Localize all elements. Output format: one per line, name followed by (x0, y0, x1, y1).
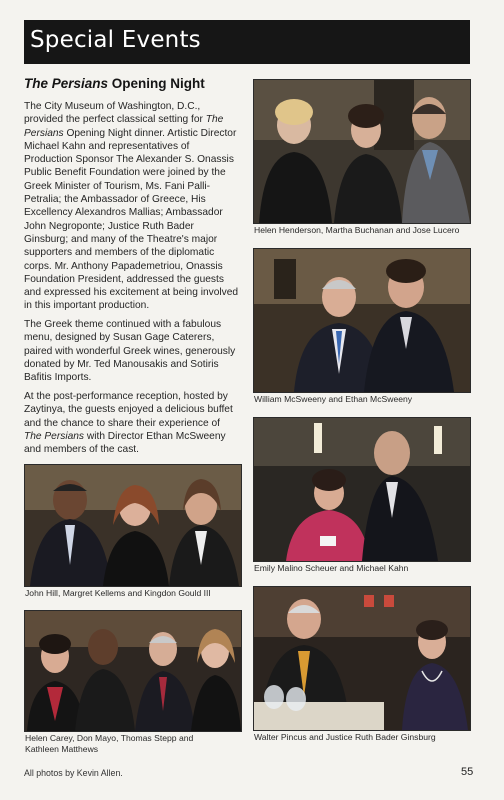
play-title-italic: The Persians (24, 430, 85, 442)
event-photo-4 (24, 464, 242, 587)
article-paragraph-3 (24, 390, 240, 456)
section-banner (24, 20, 470, 64)
event-photo-1 (253, 79, 471, 224)
play-title-italic: The Persians (24, 114, 224, 139)
article-heading (24, 76, 244, 91)
photo-5-caption: Helen Carey, Don Mayo, Thomas Stepp and Kathleen Matthews (25, 733, 194, 754)
paragraph-text: At the post-performance reception, hosted by Zaytinya, the guests enjoyed a delicious buffet and the chance to share their experience of (24, 391, 233, 429)
photo-1-caption: Helen Henderson, Martha Buchanan and Jose Lucero (254, 225, 460, 235)
photo-4-caption: John Hill, Margret Kellems and Kingdon Gould III (25, 588, 211, 598)
paragraph-text: with Director Ethan McSweeny and members of the cast. (24, 430, 226, 456)
article-heading-italic: The Persians (24, 76, 109, 91)
event-photo-5 (24, 610, 242, 732)
photo-credit: All photos by Kevin Allen. (24, 768, 123, 778)
paragraph-text: The City Museum of Washington, D.C., provided the perfect classical setting for (24, 101, 206, 126)
article-paragraph-2 (24, 318, 240, 384)
section-title: Special Events (30, 27, 201, 53)
event-photo-3 (253, 417, 471, 562)
paragraph-text: Opening Night dinner. Artistic Director Michael Kahn and representatives of Production Sponsor The Alexander S. Onassis Public Benefit Foundation were joined by the Greek Minister of Tourism, Ms. Fani Palli-Petralia; the Ambassador of Greece, His Excellency Alexandros Mallias; Ambassador John Negroponte; Justice Ruth Bader Ginsburg; and many of the Theatre's major supporters and members of the diplomatic corps. Mr. Anthony Papademetriou, Onassis Foundation President, addressed the guests and expressed his excitement at being involved in this important production. (24, 127, 239, 312)
article-heading-rest: Opening Night (108, 76, 205, 91)
event-photo-2 (253, 248, 471, 393)
photo-6-caption: Walter Pincus and Justice Ruth Bader Ginsburg (254, 732, 436, 742)
event-photo-6 (253, 586, 471, 731)
paragraph-text: The Greek theme continued with a fabulous menu, designed by Susan Gage Caterers, paired with wonderful Greek wines, generously donated by Mr. Ted Manousakis and Sotiris Bafitis Imports. (24, 319, 236, 384)
article-paragraph-1 (24, 100, 240, 313)
photo-3-caption: Emily Malino Scheuer and Michael Kahn (254, 563, 409, 573)
page-number: 55 (461, 766, 474, 778)
photo-2-caption: William McSweeny and Ethan McSweeny (254, 394, 413, 404)
